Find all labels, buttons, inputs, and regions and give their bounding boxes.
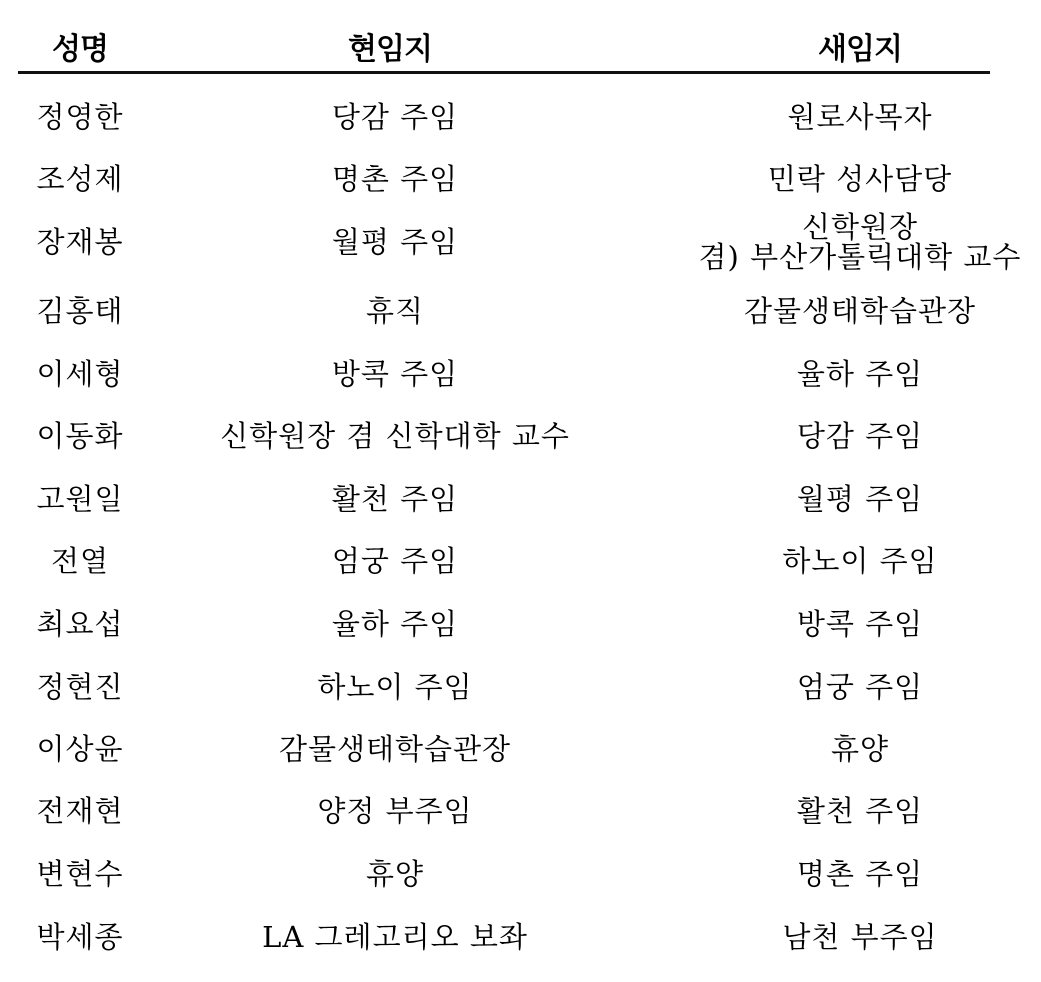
table-row [0,780,1041,842]
current-post-text: 감물생태학습관장 [278,732,512,766]
cell-new-post [680,211,1040,273]
new-post-text: 휴양 [830,732,890,766]
current-post-text: 엄궁 주임 [331,544,459,578]
table-row [0,656,1041,718]
new-post-text: 당감 주임 [796,419,924,453]
new-post-text: 명촌 주임 [796,857,924,891]
current-post-text: 당감 주임 [331,100,459,134]
header-name: 성명 [52,32,108,67]
cell-current-post [190,656,600,718]
new-post-text: 신학원장 [801,210,919,244]
cell-current-post [190,405,600,467]
cell-new-post [680,593,1040,655]
current-post-text: LA 그레고리오 보좌 [262,920,528,954]
current-post-text: 율하 주임 [331,607,459,641]
cell-current-post [190,343,600,405]
cell-name [20,211,140,273]
name-text: 이동화 [36,419,124,453]
current-post-text: 명촌 주임 [331,162,459,196]
table-header [0,28,1041,72]
cell-current-post [190,86,600,148]
name-text: 정현진 [36,670,124,704]
current-post-text: 월평 주임 [331,225,459,259]
cell-current-post [190,780,600,842]
new-post-text: 남천 부주임 [782,920,938,954]
new-post-text: 활천 주임 [796,794,924,828]
cell-name [20,86,140,148]
cell-name [20,530,140,592]
table-row [0,343,1041,405]
name-text: 이세형 [36,357,124,391]
cell-current-post [190,530,600,592]
table-row [0,718,1041,780]
cell-new-post [680,843,1040,905]
cell-new-post [680,148,1040,210]
cell-new-post [680,405,1040,467]
table-row [0,211,1041,273]
name-text: 장재봉 [36,225,124,259]
name-text: 박세종 [36,920,124,954]
table-row [0,280,1041,342]
current-post-text: 양정 부주임 [317,794,473,828]
name-text: 변현수 [36,857,124,891]
name-text: 전재현 [36,794,124,828]
cell-name [20,405,140,467]
cell-current-post [190,148,600,210]
name-text: 고원일 [36,482,124,516]
current-post-text: 휴직 [365,294,425,328]
new-post-text: 감물생태학습관장 [743,294,977,328]
cell-new-post [680,906,1040,968]
cell-name [20,593,140,655]
cell-name [20,280,140,342]
new-post-text: 방콕 주임 [796,607,924,641]
cell-new-post [680,468,1040,530]
cell-new-post [680,656,1040,718]
name-text: 조성제 [36,162,124,196]
new-post-text: 민락 성사담당 [767,162,953,196]
header-rule [18,71,990,74]
table-row [0,593,1041,655]
cell-new-post [680,86,1040,148]
table-row [0,530,1041,592]
cell-name [20,906,140,968]
cell-current-post [190,906,600,968]
cell-name [20,718,140,780]
cell-current-post [190,718,600,780]
table-row [0,86,1041,148]
new-post-text: 하노이 주임 [782,544,938,578]
new-post-text: 원로사목자 [787,100,933,134]
new-post-text-line2: 겸) 부산가톨릭대학 교수 [698,240,1022,274]
name-text: 김홍태 [36,294,124,328]
cell-new-post [680,530,1040,592]
current-post-text: 휴양 [365,857,425,891]
new-post-text: 율하 주임 [796,357,924,391]
cell-name [20,343,140,405]
cell-current-post [190,593,600,655]
cell-new-post [680,343,1040,405]
cell-new-post [680,780,1040,842]
cell-current-post [190,468,600,530]
name-text: 최요섭 [36,607,124,641]
name-text: 전열 [50,544,110,578]
new-post-text: 월평 주임 [796,482,924,516]
name-text: 정영한 [36,100,124,134]
table-row [0,843,1041,905]
cell-name [20,468,140,530]
cell-current-post [190,280,600,342]
cell-name [20,656,140,718]
cell-current-post [190,843,600,905]
current-post-text: 방콕 주임 [331,357,459,391]
table-row [0,405,1041,467]
current-post-text: 신학원장 겸 신학대학 교수 [220,419,570,453]
cell-name [20,148,140,210]
header-current-post: 현임지 [348,32,432,67]
header-new-post: 새임지 [818,32,902,67]
current-post-text: 활천 주임 [331,482,459,516]
cell-new-post [680,718,1040,780]
current-post-text: 하노이 주임 [317,670,473,704]
new-post-text: 엄궁 주임 [796,670,924,704]
table-row [0,906,1041,968]
cell-name [20,780,140,842]
table-row [0,468,1041,530]
cell-name [20,843,140,905]
table-row [0,148,1041,210]
cell-new-post [680,280,1040,342]
name-text: 이상윤 [36,732,124,766]
cell-current-post [190,211,600,273]
